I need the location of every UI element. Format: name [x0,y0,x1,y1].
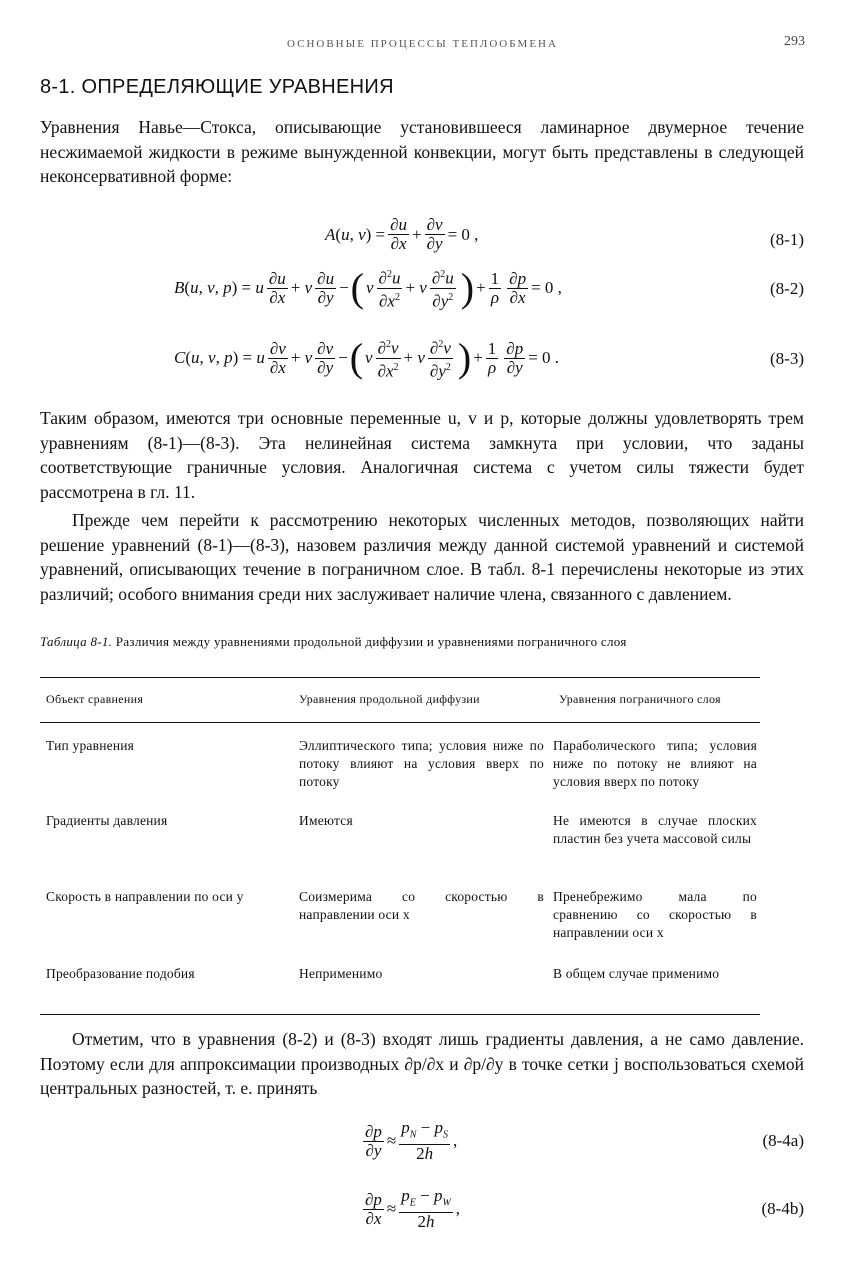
equation-8-4a [40,1113,804,1169]
paragraph-differences: Прежде чем перейти к рассмотрению некоторых численных методов, позволяющих найти решение уравнений (8-1)—(8-3), назовем различия между данной системой уравнений и системой уравнений, описывающих течение в пограничном слое. В табл. 8-1 перечислены некоторые из этих различий; особого внимания среди них заслуживает наличие члена, связанного с давлением. [40,510,804,604]
table-caption-prefix: Таблица 8-1. [40,634,113,649]
table-cell: Неприменимо [299,966,383,981]
table-cell: Градиенты давления [46,813,168,828]
equation-8-4b-body: $\frac{\partial p}{\partial x}$ ≈ $\frac{p_E - p_W}{2h}$ , [365,1186,461,1232]
equation-label: (8-4b) [761,1199,804,1218]
equation-label: (8-1) [770,230,804,249]
equation-8-3 [40,328,804,390]
table-cell: Скорость в направлении по оси y [46,889,244,904]
table-caption-text: Различия между уравнениями продольной диффузии и уравнениями пограничного слоя [115,634,627,649]
table-header-diffusion: Уравнения продольной диффузии [299,692,480,706]
paragraph-intro: Уравнения Навье—Стокса, описывающие установившееся ламинарное двумерное течение несжимаемой жидкости в режиме вынужденной конвекции, могут быть представлены в следующей неконсервативной форме: [40,117,804,186]
equation-8-2-body: B ( u , v , p ) = u $\frac{\partial u}{\partial x}$ + v $\frac{\partial u}{\partial y}$ − ( ν $\frac{\partial^2u}{\partial x^2}$ + ν $\frac{\partial^2u}{\partial y^2}$ ) + $\frac{1}{\rho}$ $\frac{\partial p}{\partial x}$ = 0 , [174,265,562,311]
table-top-rule [40,677,760,678]
table-cell: Не имеются в случае плоских пластин без учета массовой силы [553,813,757,846]
equation-label: (8-4a) [762,1131,804,1150]
paragraph-variables: Таким образом, имеются три основные переменные u, v и p, которые должны удовлетворять трем уравнениям (8-1)—(8-3). Эта нелинейная система замкнута при условии, что заданы соответствующие граничные условия. Аналогичная система с учетом силы тяжести будет рассмотрена в гл. 11. [40,408,804,502]
table-header-rule [40,722,760,723]
table-cell: Преобразование подобия [46,966,195,981]
equation-8-3-body: C ( u , v , p ) = u $\frac{\partial v}{\partial x}$ + v $\frac{\partial v}{\partial y}$ − ( ν $\frac{\partial^2v}{\partial x^2}$ + ν $\frac{\partial^2v}{\partial y^2}$ ) + $\frac{1}{\rho}$ $\frac{\partial p}{\partial y}$ = 0 . [174,335,560,381]
table-cell: Пренебрежимо мала по сравнению со скоростью в направлении оси x [553,889,757,940]
table-caption [40,633,760,650]
table-cell: Тип уравнения [46,738,135,753]
equation-8-1-body: A ( u , v ) = $\frac{\partial u}{\partial x}$ + $\frac{\partial v}{\partial y}$ = 0 , [325,215,479,253]
equation-8-4b [40,1181,804,1237]
equation-label: (8-3) [770,349,804,368]
table-cell: Эллиптического типа; условия ниже по потоку влияют на условия вверх по потоку [299,738,544,789]
table-cell: Имеются [299,813,353,828]
equation-8-2 [40,258,804,320]
table-cell: В общем случае применимо [553,966,720,981]
table-cell: Соизмерима со скоростью в направлении оси x [299,889,544,922]
page-number: 293 [784,34,805,49]
table-cell: Параболического типа; условия ниже по потоку не влияют на условия вверх по потоку [553,738,757,789]
equation-8-4a-body: $\frac{\partial p}{\partial y}$ ≈ $\frac{p_N - p_S}{2h}$ , [365,1118,458,1164]
table-header-boundary: Уравнения пограничного слоя [559,692,721,706]
paragraph-pressure: Отметим, что в уравнения (8-2) и (8-3) входят лишь градиенты давления, а не само давление. Поэтому если для аппроксимации производных ∂p/∂x и ∂p/∂y в точке сетки j воспользоваться схемой центральных разностей, т. е. принять [40,1029,804,1098]
equation-label: (8-2) [770,279,804,298]
table-header-object: Объект сравнения [46,692,144,706]
table-bottom-rule [40,1014,760,1015]
section-title: 8-1. ОПРЕДЕЛЯЮЩИЕ УРАВНЕНИЯ [40,76,394,98]
running-header: ОСНОВНЫЕ ПРОЦЕССЫ ТЕПЛООБМЕНА [287,38,558,50]
